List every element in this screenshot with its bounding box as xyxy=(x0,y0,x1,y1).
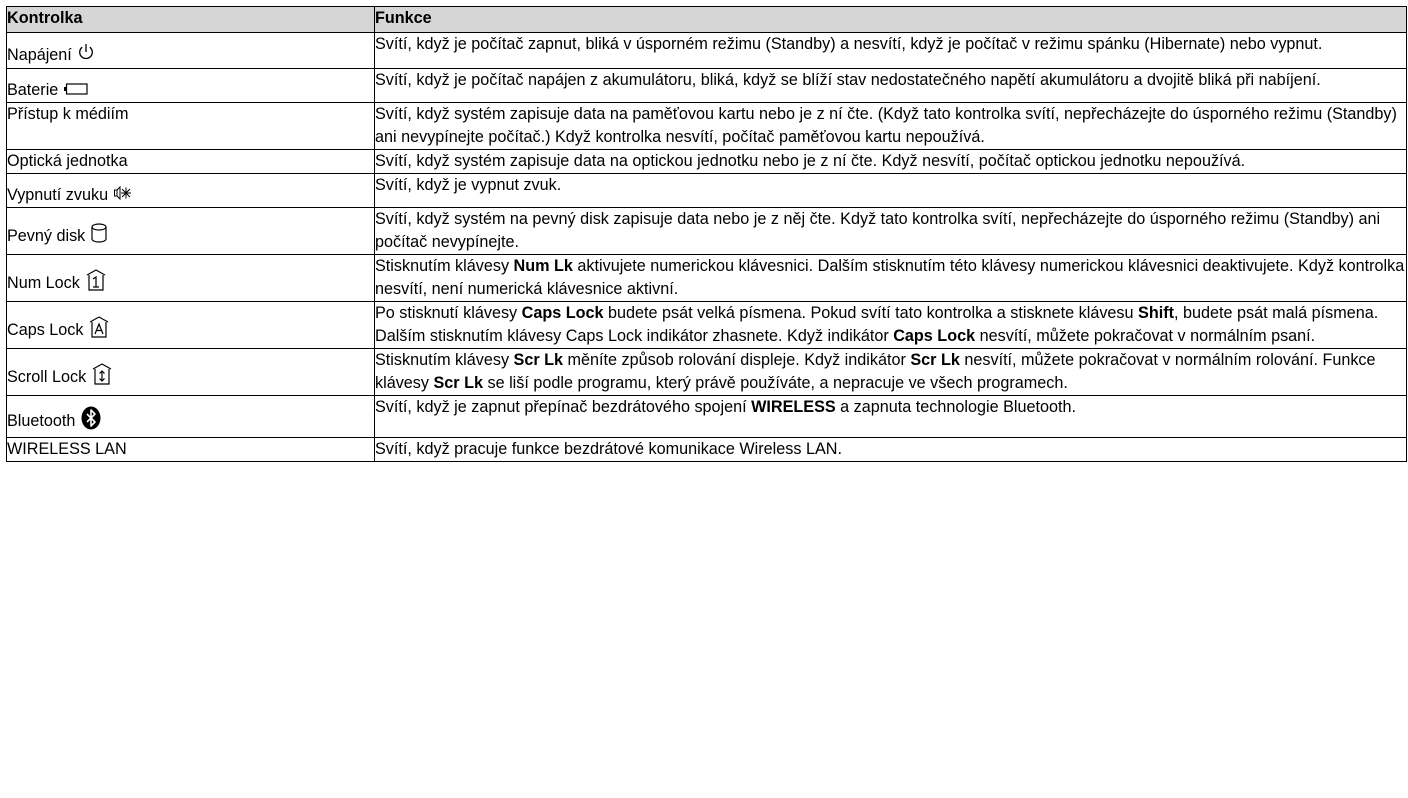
indicator-name: Baterie xyxy=(7,81,59,99)
description-text: Svítí, když je počítač zapnut, bliká v úsporném režimu (Standby) a nesvítí, když je počítač v režimu spánku (Hibernate) nebo vypnut. xyxy=(375,35,1323,53)
indicator-name: Caps Lock xyxy=(7,320,84,339)
indicator-name-cell xyxy=(7,438,375,462)
indicator-function-cell xyxy=(375,150,1407,174)
table-row xyxy=(7,103,1407,150)
indicator-name: Vypnutí zvuku xyxy=(7,186,109,205)
description-text: se liší podle programu, který právě používáte, a nepracuje ve všech programech. xyxy=(482,374,1068,393)
description-text: nesvítí, můžete pokračovat v normálním rolování. Funkce klávesy xyxy=(375,351,1376,393)
battery-icon xyxy=(64,79,88,102)
column-header-function: Funkce xyxy=(375,7,1407,33)
indicator-name-cell xyxy=(7,174,375,208)
mute-icon xyxy=(114,184,132,207)
key-name: Shift xyxy=(1138,304,1174,323)
description-text: Svítí, když systém zapisuje data na optickou jednotku nebo je z ní čte. Když nesvítí, počítač optickou jednotku nepoužívá. xyxy=(375,152,1246,171)
table-row xyxy=(7,69,1407,103)
key-name: WIRELESS xyxy=(751,398,836,417)
table-row xyxy=(7,150,1407,174)
table-row xyxy=(7,33,1407,69)
indicator-name: Scroll Lock xyxy=(7,367,87,386)
indicator-name: Pevný disk xyxy=(7,226,86,245)
indicator-name-cell xyxy=(7,33,375,69)
description-text: Stisknutím klávesy xyxy=(375,351,514,370)
indicator-function-cell xyxy=(375,349,1407,396)
key-name: Caps Lock xyxy=(521,304,604,323)
table-row xyxy=(7,208,1407,255)
description-text: a zapnuta technologie Bluetooth. xyxy=(835,398,1076,417)
description-text: nesvítí, můžete pokračovat v normálním psaní. xyxy=(975,327,1316,346)
indicator-name: Přístup k médiím xyxy=(7,105,129,124)
indicator-table xyxy=(6,6,1407,462)
indicator-function-cell xyxy=(375,438,1407,462)
hard-disk-icon xyxy=(91,223,107,250)
indicator-name: Napájení xyxy=(7,45,72,64)
indicator-function-cell xyxy=(375,208,1407,255)
caps-lock-icon xyxy=(89,316,109,345)
scroll-lock-icon xyxy=(92,363,112,392)
indicator-name-cell xyxy=(7,349,375,396)
indicator-name-cell xyxy=(7,302,375,349)
indicator-name: WIRELESS LAN xyxy=(7,440,127,459)
table-row xyxy=(7,349,1407,396)
indicator-function-cell xyxy=(375,103,1407,150)
num-lock-icon xyxy=(86,269,106,298)
key-name: Caps Lock xyxy=(893,327,976,346)
description-text: Po stisknutí klávesy xyxy=(375,304,522,323)
indicator-name-cell xyxy=(7,150,375,174)
table-row xyxy=(7,174,1407,208)
description-text: budete psát velká písmena. Pokud svítí tato kontrolka a stisknete klávesu xyxy=(603,304,1139,323)
power-icon xyxy=(78,43,94,68)
description-text: měníte způsob rolování displeje. Když indikátor xyxy=(563,351,911,370)
table-row xyxy=(7,302,1407,349)
indicator-name: Bluetooth xyxy=(7,412,76,431)
indicator-function-cell xyxy=(375,255,1407,302)
indicator-name-cell xyxy=(7,396,375,438)
indicator-function-cell xyxy=(375,69,1407,103)
bluetooth-icon xyxy=(81,406,101,437)
key-name: Scr Lk xyxy=(910,351,960,370)
column-header-indicator: Kontrolka xyxy=(7,7,375,33)
key-name: Num Lk xyxy=(513,257,573,276)
indicator-name: Optická jednotka xyxy=(7,152,128,171)
indicator-function-cell xyxy=(375,174,1407,208)
description-text: Svítí, když je počítač napájen z akumulátoru, bliká, když se blíží stav nedostatečného napětí akumulátoru a dvojitě bliká při nabíjení. xyxy=(375,71,1321,89)
indicator-function-cell xyxy=(375,396,1407,438)
indicator-name: Num Lock xyxy=(7,273,80,292)
description-text: , budete psát malá písmena. Dalším stisknutím klávesy Caps Lock indikátor zhasnete. Když indikátor xyxy=(375,304,1379,346)
indicator-name-cell xyxy=(7,69,375,103)
table-header-row xyxy=(7,7,1407,33)
key-name: Scr Lk xyxy=(513,351,564,370)
key-name: Scr Lk xyxy=(433,374,483,393)
indicator-function-cell xyxy=(375,33,1407,69)
indicator-name-cell xyxy=(7,103,375,150)
table-row xyxy=(7,255,1407,302)
description-text: Svítí, když systém zapisuje data na paměťovou kartu nebo je z ní čte. (Když tato kontrolka svítí, nepřecházejte do úsporného režimu (Standby) ani nevypínejte počítač.) Když kontrolka nesvítí, počítač paměťovou kartu nepoužívá. xyxy=(375,105,1397,147)
description-text: Stisknutím klávesy xyxy=(375,257,514,276)
indicator-name-cell xyxy=(7,208,375,255)
table-row xyxy=(7,438,1407,462)
description-text: aktivujete numerickou klávesnici. Dalším stisknutím této klávesy numerickou klávesnici deaktivujete. Když kontrolka nesvítí, není numerická klávesnice aktivní. xyxy=(375,257,1405,299)
indicator-name-cell xyxy=(7,255,375,302)
table-row xyxy=(7,396,1407,438)
description-text: Svítí, když systém na pevný disk zapisuje data nebo je z něj čte. Když tato kontrolka svítí, nepřecházejte do úsporného režimu (Standby) ani počítač nevypínejte. xyxy=(375,210,1381,252)
description-text: Svítí, když je zapnut přepínač bezdrátového spojení xyxy=(375,398,752,417)
description-text: Svítí, když je vypnut zvuk. xyxy=(375,176,562,195)
indicator-function-cell xyxy=(375,302,1407,349)
description-text: Svítí, když pracuje funkce bezdrátové komunikace Wireless LAN. xyxy=(375,440,842,459)
